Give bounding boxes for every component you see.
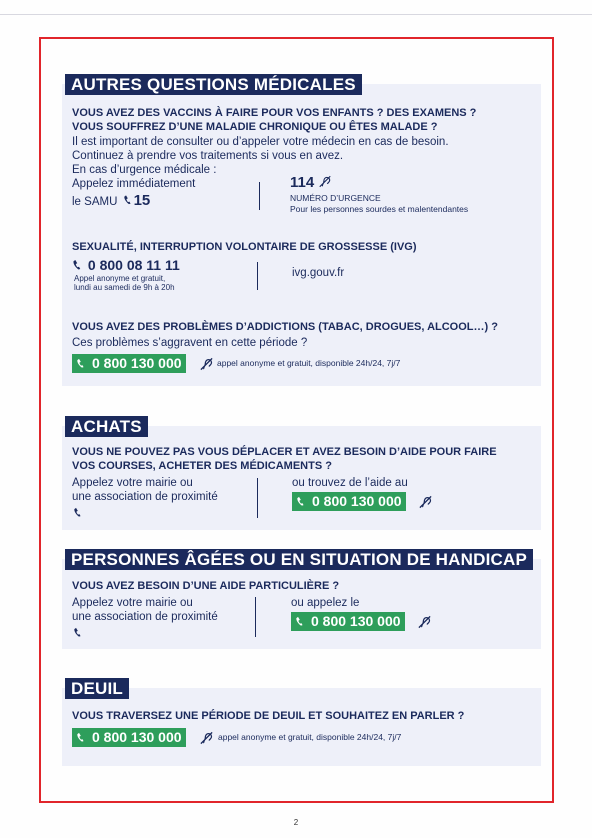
seniors-left-line-1: Appelez votre mairie ou bbox=[72, 597, 193, 609]
deuil-number: 0 800 130 000 bbox=[92, 729, 182, 745]
achats-right-text: ou trouvez de l’aide au bbox=[292, 477, 408, 489]
samu-line-1: Appelez immédiatement bbox=[72, 178, 196, 190]
deaf-ear-icon bbox=[199, 356, 214, 372]
deaf-ear-icon bbox=[199, 730, 214, 746]
samu-label: le SAMU bbox=[72, 196, 118, 208]
seniors-left-line-2: une association de proximité bbox=[72, 611, 218, 623]
section-deuil-background bbox=[62, 688, 541, 766]
urgence-number[interactable]: 114 bbox=[290, 174, 315, 191]
addiction-note: appel anonyme et gratuit, disponible 24h/24, 7j/7 bbox=[217, 358, 401, 368]
urgence-description: Pour les personnes sourdes et malentendantes bbox=[290, 204, 469, 214]
section-deuil bbox=[62, 678, 541, 766]
medical-paragraph-3: En cas d’urgence médicale : bbox=[72, 164, 217, 176]
deuil-number-badge[interactable] bbox=[72, 728, 186, 747]
seniors-question: VOUS AVEZ BESOIN D’UNE AIDE PARTICULIÈRE ? bbox=[72, 580, 340, 592]
achats-number-badge[interactable] bbox=[292, 492, 406, 511]
medical-divider-2 bbox=[257, 262, 258, 290]
samu-number[interactable]: 15 bbox=[133, 192, 151, 209]
addiction-number: 0 800 130 000 bbox=[92, 355, 182, 371]
section-medical-title: AUTRES QUESTIONS MÉDICALES bbox=[65, 74, 362, 95]
achats-left-line-2: une association de proximité bbox=[72, 491, 218, 503]
addiction-number-badge[interactable] bbox=[72, 354, 186, 373]
addiction-paragraph: Ces problèmes s’aggravent en cette période ? bbox=[72, 337, 308, 349]
phone-icon bbox=[123, 194, 134, 206]
achats-question-1: VOUS NE POUVEZ PAS VOUS DÉPLACER ET AVEZ BESOIN D’AIDE POUR FAIRE bbox=[72, 446, 497, 458]
section-deuil-title: DEUIL bbox=[65, 678, 129, 699]
addiction-question: VOUS AVEZ DES PROBLÈMES D’ADDICTIONS (TABAC, DROGUES, ALCOOL…) ? bbox=[72, 321, 498, 333]
deaf-ear-icon bbox=[318, 174, 332, 189]
ivg-title: SEXUALITÉ, INTERRUPTION VOLONTAIRE DE GROSSESSE (IVG) bbox=[72, 241, 417, 253]
urgence-number-row bbox=[290, 174, 332, 191]
phone-icon bbox=[73, 507, 84, 518]
ivg-number[interactable]: 0 800 08 11 11 bbox=[87, 257, 180, 273]
phone-icon bbox=[295, 616, 306, 627]
achats-divider bbox=[257, 478, 258, 518]
achats-question-2: VOS COURSES, ACHETER DES MÉDICAMENTS ? bbox=[72, 460, 332, 472]
seniors-number-badge[interactable] bbox=[291, 612, 405, 631]
phone-icon bbox=[76, 358, 87, 369]
ivg-website-link[interactable]: ivg.gouv.fr bbox=[292, 267, 345, 279]
section-seniors-title: PERSONNES ÂGÉES OU EN SITUATION DE HANDICAP bbox=[65, 549, 533, 570]
phone-icon bbox=[296, 496, 307, 507]
section-achats bbox=[62, 416, 541, 530]
seniors-right-text: ou appelez le bbox=[291, 597, 360, 609]
phone-icon bbox=[73, 627, 84, 638]
medical-paragraph-1: Il est important de consulter ou d’appeler votre médecin en cas de besoin. bbox=[72, 136, 449, 148]
section-achats-title: ACHATS bbox=[65, 416, 148, 437]
ivg-note-1: Appel anonyme et gratuit, bbox=[74, 274, 166, 283]
achats-number: 0 800 130 000 bbox=[312, 493, 402, 509]
phone-icon bbox=[72, 259, 84, 271]
medical-question-2: VOUS SOUFFREZ D’UNE MALADIE CHRONIQUE OU ÊTES MALADE ? bbox=[72, 121, 438, 133]
seniors-number: 0 800 130 000 bbox=[311, 613, 401, 629]
medical-question-1: VOUS AVEZ DES VACCINS À FAIRE POUR VOS ENFANTS ? DES EXAMENS ? bbox=[72, 107, 477, 119]
seniors-divider bbox=[255, 597, 256, 637]
top-rule bbox=[0, 14, 592, 15]
medical-paragraph-2: Continuez à prendre vos traitements si vous en avez. bbox=[72, 150, 344, 162]
section-medical bbox=[62, 74, 541, 386]
achats-left-line-1: Appelez votre mairie ou bbox=[72, 477, 193, 489]
samu-line-2 bbox=[72, 194, 150, 210]
phone-icon bbox=[76, 732, 87, 743]
ivg-note-2: lundi au samedi de 9h à 20h bbox=[74, 283, 175, 292]
page-number: 2 bbox=[293, 818, 299, 827]
urgence-label: NUMÉRO D’URGENCE bbox=[290, 193, 381, 203]
deuil-question: VOUS TRAVERSEZ UNE PÉRIODE DE DEUIL ET SOUHAITEZ EN PARLER ? bbox=[72, 710, 465, 722]
deaf-ear-icon bbox=[417, 614, 432, 630]
section-seniors bbox=[62, 549, 541, 649]
medical-divider-1 bbox=[259, 182, 260, 210]
deuil-note: appel anonyme et gratuit, disponible 24h/24, 7j/7 bbox=[218, 732, 402, 742]
ivg-number-row bbox=[72, 257, 180, 273]
deaf-ear-icon bbox=[418, 494, 433, 510]
